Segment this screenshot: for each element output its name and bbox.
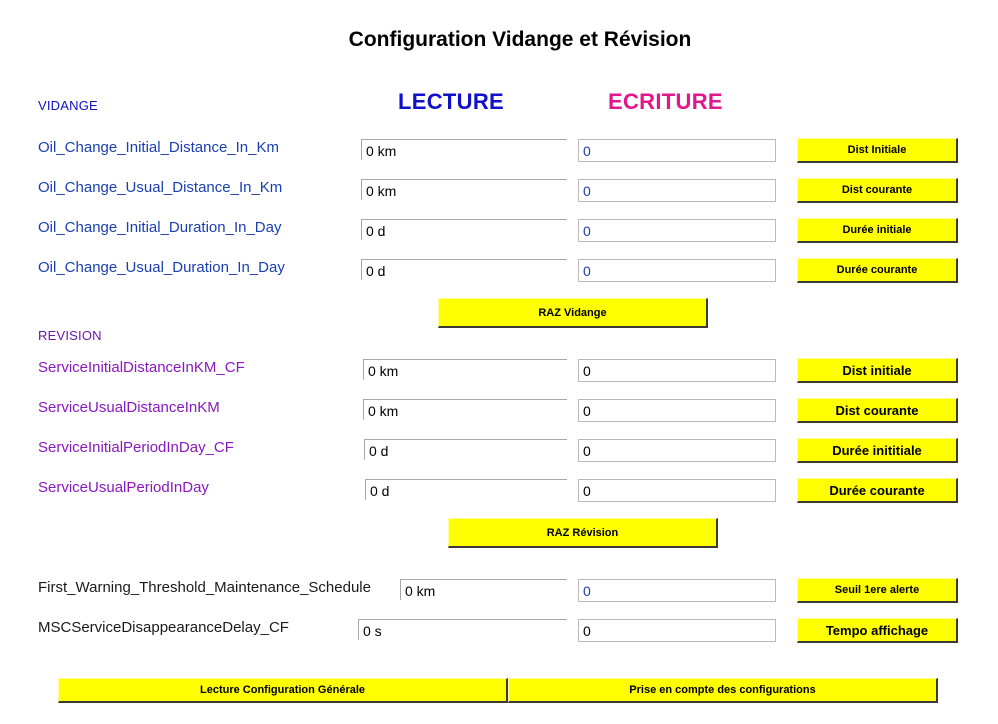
service-initial-distance-write[interactable]: 0 xyxy=(578,359,776,382)
raz-vidange-button[interactable]: RAZ Vidange xyxy=(438,298,708,328)
service-initial-distance-read: 0 km xyxy=(363,359,567,380)
read-column-heading: LECTURE xyxy=(398,89,504,114)
oil-initial-duration-write[interactable]: 0 xyxy=(578,219,776,242)
first-warning-threshold-button[interactable]: Seuil 1ere alerte xyxy=(797,578,958,603)
service-initial-period-button[interactable]: Durée inititiale xyxy=(797,438,958,463)
vidange-section-label: VIDANGE xyxy=(38,98,98,113)
service-disappearance-delay-write[interactable]: 0 xyxy=(578,619,776,642)
first-warning-threshold-label: First_Warning_Threshold_Maintenance_Schedule xyxy=(38,579,371,596)
oil-initial-duration-read: 0 d xyxy=(361,219,567,240)
oil-initial-distance-button[interactable]: Dist Initiale xyxy=(797,138,958,163)
oil-usual-distance-write[interactable]: 0 xyxy=(578,179,776,202)
service-initial-distance-label: ServiceInitialDistanceInKM_CF xyxy=(38,359,245,376)
revision-section-label: REVISION xyxy=(38,328,102,343)
oil-usual-distance-read: 0 km xyxy=(361,179,567,200)
oil-usual-duration-button[interactable]: Durée courante xyxy=(797,258,958,283)
oil-usual-duration-write[interactable]: 0 xyxy=(578,259,776,282)
service-usual-period-button[interactable]: Durée courante xyxy=(797,478,958,503)
service-disappearance-delay-read: 0 s xyxy=(358,619,567,640)
service-initial-period-read: 0 d xyxy=(364,439,567,460)
service-disappearance-delay-button[interactable]: Tempo affichage xyxy=(797,618,958,643)
service-usual-period-label: ServiceUsualPeriodInDay xyxy=(38,479,209,496)
service-usual-distance-read: 0 km xyxy=(363,399,567,420)
oil-initial-distance-read: 0 km xyxy=(361,139,567,160)
oil-initial-distance-label: Oil_Change_Initial_Distance_In_Km xyxy=(38,139,279,156)
oil-initial-duration-button[interactable]: Durée initiale xyxy=(797,218,958,243)
service-usual-distance-button[interactable]: Dist courante xyxy=(797,398,958,423)
service-usual-distance-label: ServiceUsualDistanceInKM xyxy=(38,399,220,416)
service-disappearance-delay-label: MSCServiceDisappearanceDelay_CF xyxy=(38,619,289,636)
raz-revision-button[interactable]: RAZ Révision xyxy=(448,518,718,548)
write-column-heading: ECRITURE xyxy=(608,89,723,114)
read-general-config-button[interactable]: Lecture Configuration Générale xyxy=(58,678,508,703)
service-initial-distance-button[interactable]: Dist initiale xyxy=(797,358,958,383)
oil-usual-duration-read: 0 d xyxy=(361,259,567,280)
oil-usual-duration-label: Oil_Change_Usual_Duration_In_Day xyxy=(38,259,285,276)
oil-initial-distance-write[interactable]: 0 xyxy=(578,139,776,162)
service-usual-period-read: 0 d xyxy=(365,479,567,500)
service-initial-period-label: ServiceInitialPeriodInDay_CF xyxy=(38,439,234,456)
page-title: Configuration Vidange et Révision xyxy=(348,28,692,51)
oil-initial-duration-label: Oil_Change_Initial_Duration_In_Day xyxy=(38,219,282,236)
apply-configurations-button[interactable]: Prise en compte des configurations xyxy=(508,678,938,703)
service-usual-period-write[interactable]: 0 xyxy=(578,479,776,502)
service-usual-distance-write[interactable]: 0 xyxy=(578,399,776,422)
service-initial-period-write[interactable]: 0 xyxy=(578,439,776,462)
oil-usual-distance-label: Oil_Change_Usual_Distance_In_Km xyxy=(38,179,283,196)
first-warning-threshold-read: 0 km xyxy=(400,579,567,600)
oil-usual-distance-button[interactable]: Dist courante xyxy=(797,178,958,203)
first-warning-threshold-write[interactable]: 0 xyxy=(578,579,776,602)
